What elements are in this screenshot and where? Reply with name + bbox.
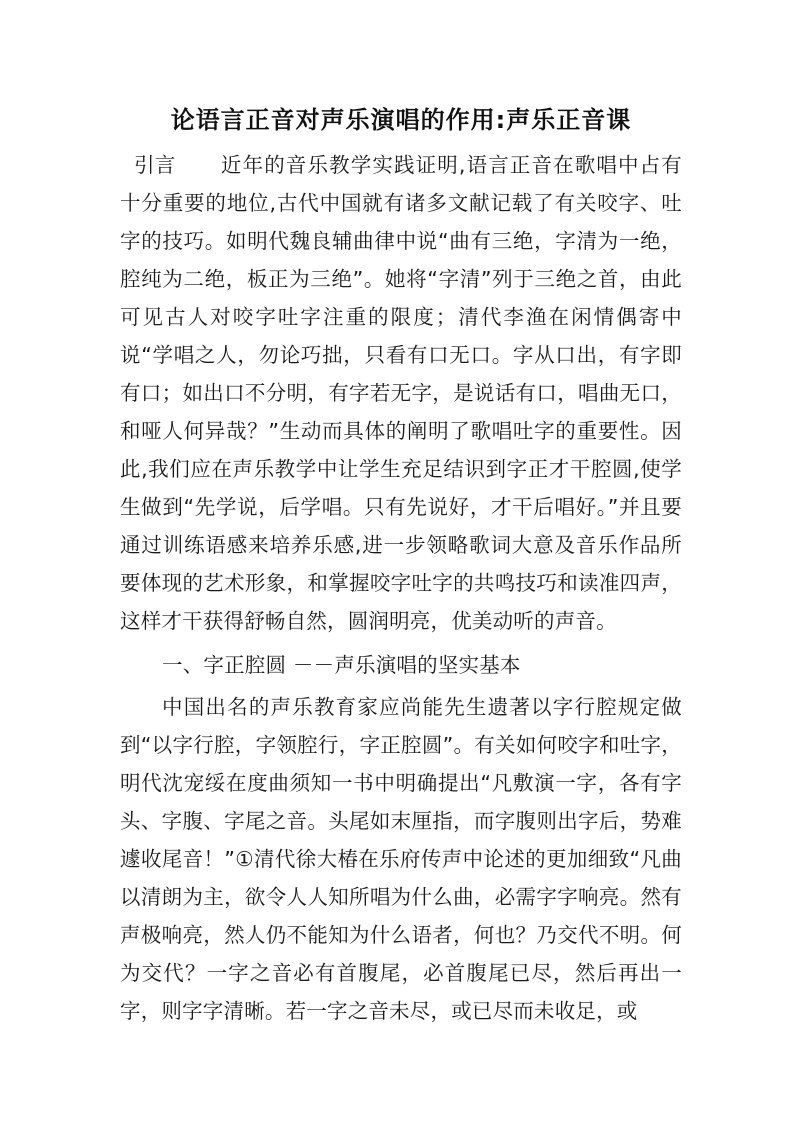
intro-label: 引言 (134, 153, 176, 177)
intro-paragraph (120, 146, 682, 640)
section-paragraph: 中国出名的声乐教育家应尚能先生遗著以字行腔规定做到“以字行腔，字领腔行，字正腔圆”。有关如何咬字和吐字，明代沈宠绥在度曲须知一书中明确提出“凡敷演一字，各有字头、字腹、字尾之音。头尾如末厘指，而字腹则出字后，势难遽收尾音！”①清代徐大椿在乐府传声中论述的更加细致“凡曲以清朗为主，欲令人人知所唱为什么曲，必需字字响亮。然有声极响亮，然人仍不能知为什么语者，何也？乃交代不明。何为交代？一字之音必有首腹尾，必首腹尾已尽，然后再出一字，则字字清晰。若一字之音未尽，或已尽而未收足，或 (120, 695, 682, 1023)
section-heading: 一、字正腔圆 －－声乐演唱的坚实基本 (162, 653, 521, 677)
intro-text: 近年的音乐教学实践证明,语言正音在歌唱中占有十分重要的地位,古代中国就有诸多文献记载了有关咬字、吐字的技巧。如明代魏良辅曲律中说“曲有三绝，字清为一绝，腔纯为二绝，板正为三绝”。她将“字清”列于三绝之首，由此可见古人对咬字吐字注重的限度；清代李渔在闲情偶寄中说“学唱之人，勿论巧拙，只看有口无口。字从口出，有字即有口；如出口不分明，有字若无字，是说话有口，唱曲无口，和哑人何异哉？”生动而具体的阐明了歌唱吐字的重要性。因此,我们应在声乐教学中让学生充足结识到字正才干腔圆,使学生做到“先学说，后学唱。只有先说好，才干后唱好。”并且要通过训练语感来培养乐感,进一步领略歌词大意及音乐作品所要体现的艺术形象，和掌握咬字吐字的共鸣技巧和读准四声，这样才干获得舒畅自然，圆润明亮，优美动听的声音。 (120, 153, 682, 633)
document-title: 论语言正音对声乐演唱的作用:声乐正音课 (170, 106, 632, 134)
